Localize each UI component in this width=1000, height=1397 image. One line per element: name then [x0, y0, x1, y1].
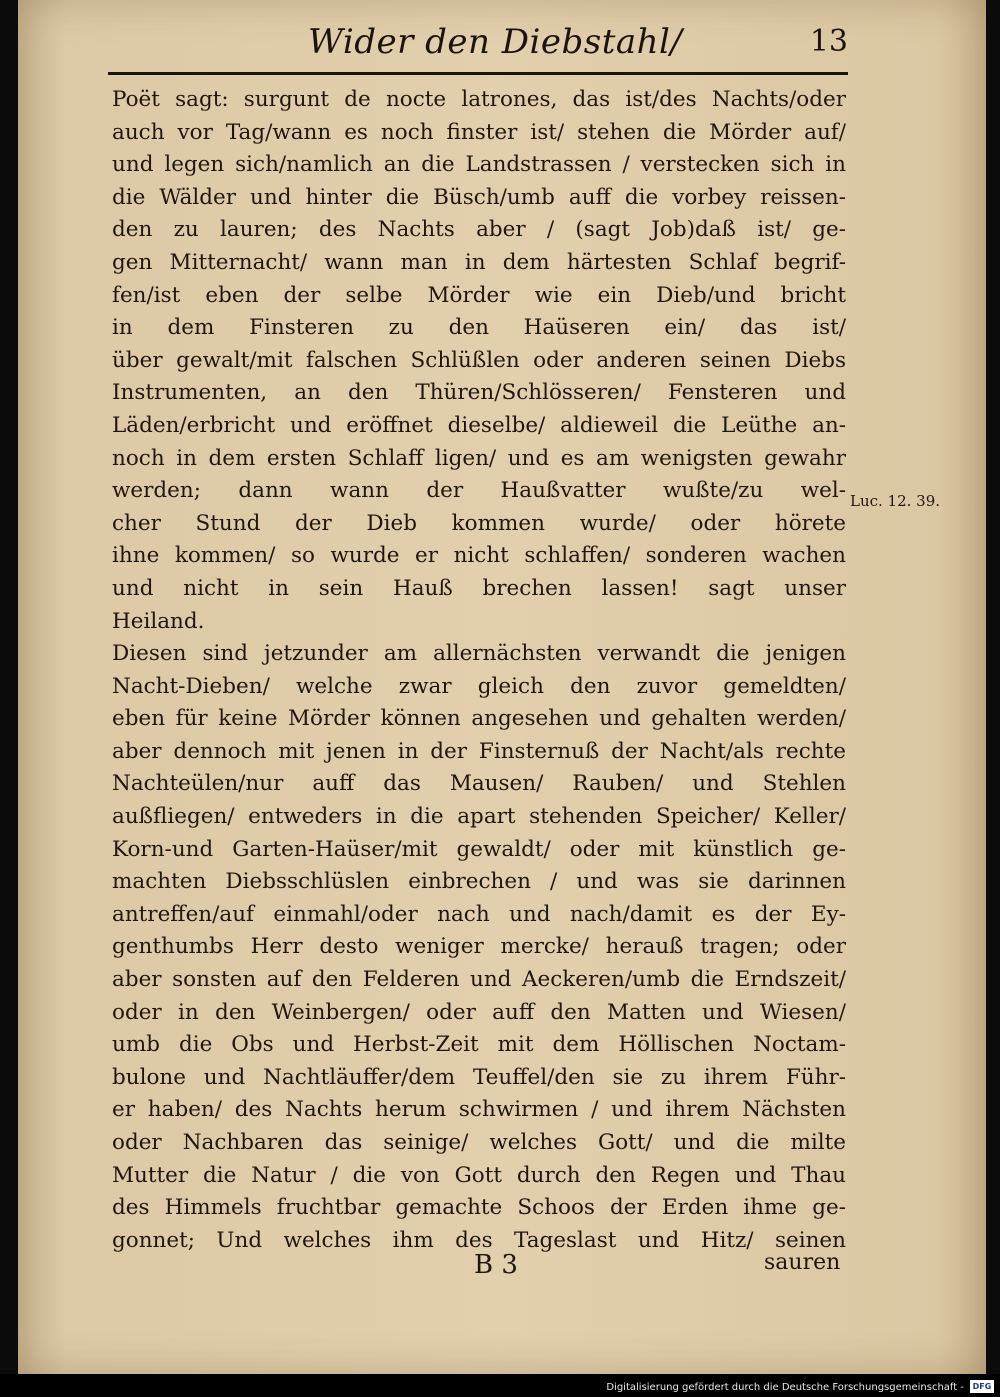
- text-line: oder in den Weinbergen/ oder auff den Matten und Wiesen/: [112, 999, 846, 1025]
- running-head: [108, 22, 848, 70]
- page-number: 13: [809, 24, 848, 59]
- catchword: sauren: [764, 1250, 841, 1275]
- dfg-logo-icon: DFG: [970, 1380, 994, 1393]
- marginal-note: Luc. 12. 39.: [850, 492, 941, 510]
- text-line: über gewalt/mit falschen Schlüßlen oder anderen seinen Diebs: [112, 347, 846, 373]
- text-line: auch vor Tag/wann es noch finster ist/ stehen die Mörder auf/: [112, 119, 846, 145]
- text-line: fen/ist eben der selbe Mörder wie ein Dieb/und bricht: [112, 282, 846, 308]
- text-line: die Wälder und hinter die Büsch/umb auff die vorbey reissen-: [112, 184, 846, 210]
- header-rule: [108, 72, 848, 75]
- text-line: Diesen sind jetzunder am allernächsten verwandt die jenigen: [112, 641, 846, 667]
- text-line: umb die Obs und Herbst-Zeit mit dem Höllischen Noctam-: [112, 1032, 846, 1058]
- footer-bar: [0, 1374, 1000, 1397]
- text-line: oder Nachbaren das seinige/ welches Gott/ und die milte: [112, 1130, 846, 1155]
- text-line: Läden/erbricht und eröffnet dieselbe/ aldieweil die Leüthe an-: [112, 412, 846, 438]
- text-line: er haben/ des Nachts herum schwirmen / und ihrem Nächsten: [112, 1097, 846, 1123]
- text-line: Nachteülen/nur auff das Mausen/ Rauben/ und Stehlen: [112, 771, 846, 797]
- running-head-title: Wider den Diebstahl/: [308, 22, 683, 62]
- text-line: Korn-und Garten-Haüser/mit gewaldt/ oder mit künstlich ge-: [112, 836, 846, 862]
- text-line: Instrumenten, an den Thüren/Schlösseren/ Fensteren und: [112, 380, 846, 406]
- text-line: ihne kommen/ so wurde er nicht schlaffen/ sonderen wachen: [112, 543, 846, 569]
- text-line: gonnet; Und welches ihm des Tageslast und Hitz/ seinen: [112, 1227, 846, 1253]
- text-line: und legen sich/namlich an die Landstrassen / verstecken sich in: [112, 152, 846, 178]
- book-page: [18, 0, 986, 1374]
- text-line: und nicht in sein Hauß brechen lassen! sagt unser: [112, 575, 846, 601]
- text-line: machten Diebsschlüslen einbrechen / und was sie darinnen: [112, 869, 846, 895]
- text-line: außfliegen/ entweders in die apart stehenden Speicher/ Keller/: [112, 804, 846, 830]
- text-line: genthumbs Herr desto weniger mercke/ herauß tragen; oder: [112, 934, 846, 960]
- text-line: cher Stund der Dieb kommen wurde/ oder hörete: [112, 510, 846, 536]
- text-line: aber sonsten auf den Felderen und Aeckeren/umb die Erndszeit/: [112, 967, 846, 993]
- text-line: gen Mitternacht/ wann man in dem härtesten Schlaf begrif-: [112, 249, 846, 275]
- signature-mark: B 3: [474, 1250, 518, 1280]
- text-line: Nacht-Dieben/ welche zwar gleich den zuvor gemeldten/: [112, 673, 846, 699]
- text-line: noch in dem ersten Schlaff ligen/ und es am wenigsten gewahr: [112, 445, 846, 471]
- text-line: in dem Finsteren zu den Haüseren ein/ das ist/: [112, 315, 846, 341]
- text-line: des Himmels fruchtbar gemachte Schoos der Erden ihme ge-: [112, 1195, 846, 1221]
- text-line: bulone und Nachtläuffer/dem Teuffel/den sie zu ihrem Führ-: [112, 1064, 846, 1090]
- body-text: [112, 84, 846, 1257]
- text-line: antreffen/auf einmahl/oder nach und nach/damit es der Ey-: [112, 901, 846, 927]
- text-line: Heiland.: [112, 608, 205, 634]
- text-line: den zu lauren; des Nachts aber / (sagt Job)daß ist/ ge-: [112, 217, 846, 243]
- text-line: aber dennoch mit jenen in der Finsternuß der Nacht/als rechte: [112, 738, 846, 764]
- text-line: eben für keine Mörder können angesehen und gehalten werden/: [112, 706, 846, 732]
- text-line: werden; dann wann der Haußvatter wußte/zu wel-: [112, 478, 846, 504]
- funding-notice: Digitalisierung gefördert durch die Deutsche Forschungsgemeinschaft -: [606, 1382, 964, 1393]
- text-line: Mutter die Natur / die von Gott durch den Regen und Thau: [112, 1162, 846, 1188]
- text-line: Poët sagt: surgunt de nocte latrones, das ist/des Nachts/oder: [112, 87, 846, 112]
